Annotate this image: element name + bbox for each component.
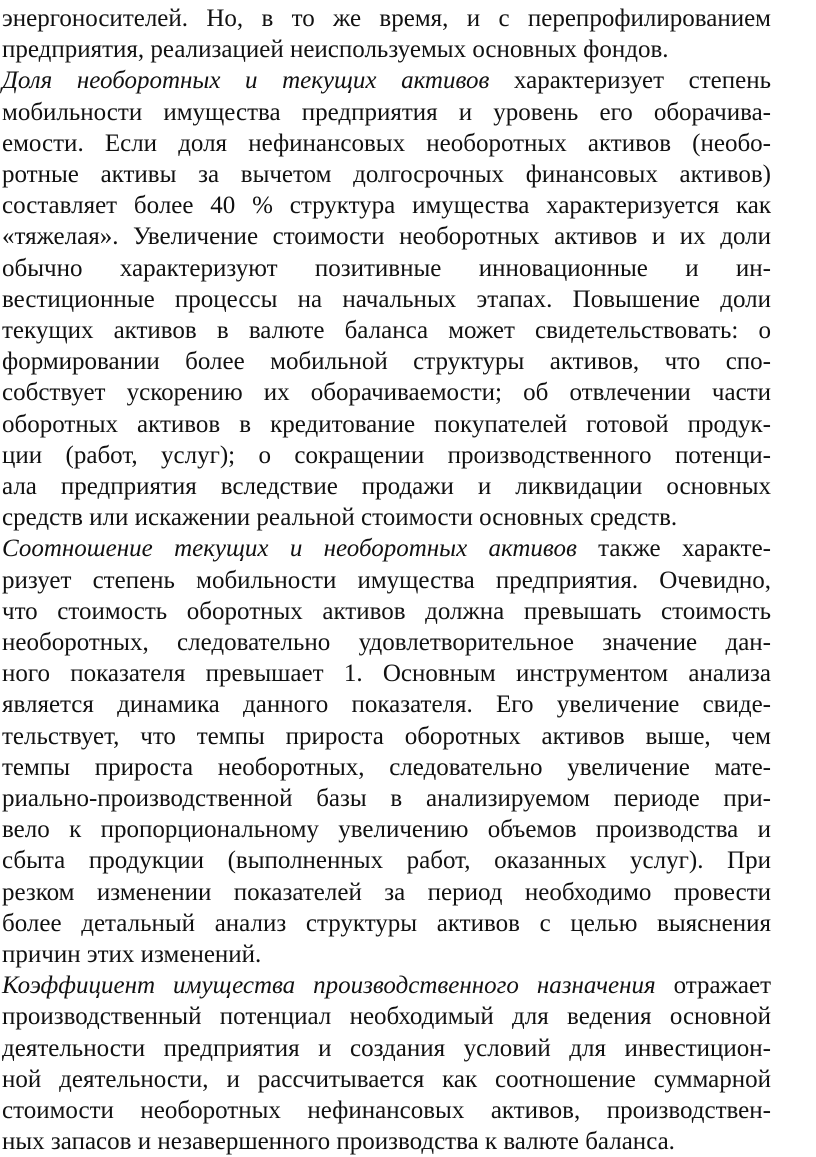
italic-term: Коэффициент имущества производственного назначения xyxy=(2,972,656,1000)
text-run: темпы прироста необоротных, следовательно увеличение мате- xyxy=(2,753,771,781)
text-line xyxy=(2,971,771,1001)
text-run: оборотных активов в кредитование покупателей готовой продук- xyxy=(2,410,771,438)
text-line xyxy=(2,940,771,970)
text-line xyxy=(2,66,771,96)
text-line xyxy=(2,753,771,783)
text-run: тельствует, что темпы прироста оборотных активов выше, чем xyxy=(2,722,771,750)
text-run: ции (работ, услуг); о сокращении производственного потенци- xyxy=(2,441,771,469)
text-line xyxy=(2,1002,771,1032)
text-run: «тяжелая». Увеличение стоимости необоротных активов и их доли xyxy=(2,223,771,251)
text-run: обычно характеризуют позитивные инновационные и ин- xyxy=(2,254,771,282)
text-run: текущих активов в валюте баланса может свидетельствовать: о xyxy=(2,317,771,344)
text-run: ной деятельности, и рассчитывается как соотношение суммарной xyxy=(2,1065,771,1093)
text-line xyxy=(2,347,771,377)
text-line xyxy=(2,534,771,564)
text-run: также характе- xyxy=(576,535,771,563)
text-run: стоимости необоротных нефинансовых активов, производствен- xyxy=(2,1097,771,1124)
text-line xyxy=(2,909,771,939)
text-line xyxy=(2,98,771,128)
text-run: собствует ускорению их оборачиваемости; об отвлечении части xyxy=(2,379,771,407)
text-line xyxy=(2,628,771,658)
text-line xyxy=(2,1096,771,1126)
text-line xyxy=(2,254,771,284)
text-run: риально-производственной базы в анализируемом периоде при- xyxy=(2,785,771,812)
text-run: деятельности предприятия и создания условий для инвестицион- xyxy=(2,1034,771,1062)
text-line xyxy=(2,597,771,627)
text-line xyxy=(2,441,771,471)
text-run: вело к пропорциональному увеличению объемов производства и xyxy=(2,816,771,844)
text-run: составляет более 40 % структура имущества характеризуется как xyxy=(2,192,771,220)
text-run: производственный потенциал необходимый для ведения основной xyxy=(2,1003,771,1031)
text-line xyxy=(2,1127,771,1157)
italic-term: Соотношение текущих и необоротных активов xyxy=(2,535,577,563)
text-run: сбыта продукции (выполненных работ, оказанных услуг). При xyxy=(2,847,771,875)
text-line xyxy=(2,659,771,689)
text-run: характеризует степень xyxy=(489,67,771,95)
text-line xyxy=(2,378,771,408)
text-run: ротные активы за вычетом долгосрочных финансовых активов) xyxy=(2,161,771,188)
text-line xyxy=(2,503,771,533)
text-line xyxy=(2,410,771,440)
text-line xyxy=(2,1065,771,1095)
text-line xyxy=(2,815,771,845)
text-run: ного показателя превышает 1. Основным инструментом анализа xyxy=(2,660,771,688)
text-run: энергоносителей. Но, в то же время, и с перепрофилированием xyxy=(2,5,771,32)
text-run: мобильности имущества предприятия и уровень его оборачива- xyxy=(2,98,771,126)
text-run: формировании более мобильной структуры активов, что спо- xyxy=(2,348,771,376)
text-run: резком изменении показателей за период необходимо провести xyxy=(2,878,771,906)
text-run: причин этих изменений. xyxy=(2,941,262,968)
text-line xyxy=(2,316,771,346)
text-run: вестиционные процессы на начальных этапах. Повышение доли xyxy=(2,285,771,313)
text-line xyxy=(2,191,771,221)
text-run: является динамика данного показателя. Его увеличение свиде- xyxy=(2,691,771,719)
text-line xyxy=(2,4,771,34)
text-line xyxy=(2,566,771,596)
text-line xyxy=(2,878,771,908)
text-line xyxy=(2,1034,771,1064)
text-run: предприятия, реализацией неиспользуемых основных фондов. xyxy=(2,36,669,64)
text-run: отражает xyxy=(655,972,771,1000)
text-run: ала предприятия вследствие продажи и ликвидации основных xyxy=(2,473,771,500)
text-line xyxy=(2,846,771,876)
text-run: более детальный анализ структуры активов с целью выяснения xyxy=(2,909,771,937)
text-run: что стоимость оборотных активов должна превышать стоимость xyxy=(2,597,771,625)
text-line xyxy=(2,784,771,814)
text-run: средств или искажении реальной стоимости основных средств. xyxy=(2,504,678,532)
text-line xyxy=(2,722,771,752)
text-run: ризует степень мобильности имущества предприятия. Очевидно, xyxy=(2,566,771,594)
text-run: необоротных, следовательно удовлетворительное значение дан- xyxy=(2,629,771,656)
text-run: емости. Если доля нефинансовых необоротных активов (необо- xyxy=(2,129,771,157)
text-line xyxy=(2,35,771,65)
text-run: ных запасов и незавершенного производства к валюте баланса. xyxy=(2,1128,675,1156)
text-line xyxy=(2,690,771,720)
text-line xyxy=(2,472,771,502)
text-line xyxy=(2,129,771,159)
text-line xyxy=(2,222,771,252)
text-line xyxy=(2,285,771,315)
text-line xyxy=(2,160,771,190)
italic-term: Доля необоротных и текущих активов xyxy=(2,67,490,95)
